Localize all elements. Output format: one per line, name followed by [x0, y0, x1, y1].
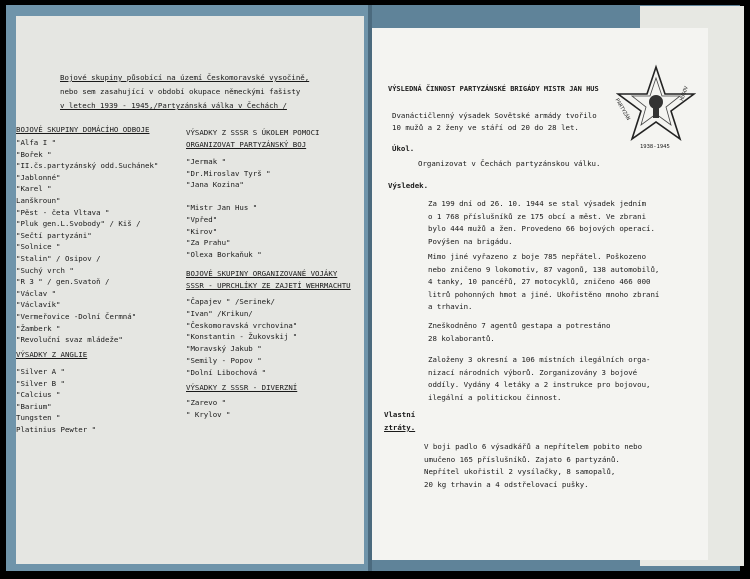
right-intro-line-2: 10 mužů a 2 ženy ve stáří od 20 do 28 let. [392, 123, 579, 132]
paragraph-line: Povýšen na brigádu. [428, 236, 513, 246]
paragraph-line: Zneškodněno 7 agentů gestapa a potrestáno [428, 321, 611, 330]
paragraph-line: Nepřítel ukořistil 2 vysílačky, 8 samopalů, [424, 467, 616, 477]
paragraph-line: nebo zničeno 9 lokomotiv, 87 vagonů, 138 automobilů, [428, 264, 660, 274]
paragraph-line: a trhavin. [428, 302, 473, 312]
list-item: "Jana Kozina" [186, 180, 244, 190]
left-page [16, 16, 364, 564]
list-item: "Žamberk " [16, 323, 61, 333]
list-item: " Krylov " [186, 410, 231, 419]
list-item: "Zarevo " [186, 398, 227, 407]
col1-heading: BOJOVÉ SKUPINY DOMÁCÍHO ODBOJE [16, 125, 150, 134]
paragraph-line: litrů pohonných hmot a jiné. Ukořistěno mnoho zbraní [428, 289, 660, 299]
ukol-text: Organizovat v Čechách partyzánskou válku. [418, 159, 601, 168]
left-intro-line-1: Bojové skupiny působící na území Českomoravské vysočině, [60, 73, 310, 82]
list-item: "Václavík" [16, 300, 61, 310]
list-item: "Barium" [16, 401, 52, 411]
paragraph-line: Založeny 3 okresní a 106 místních ilegálních orga- [428, 355, 651, 364]
list-item: "Ivan" /Krikun/ [186, 308, 253, 318]
vysledek-label: Výsledek. [388, 181, 429, 190]
list-item: "Calcius " [16, 390, 61, 400]
list-item: "Bořek " [16, 149, 52, 159]
right-intro-line-1: Dvanáctičlenný výsadek Sovětské armády tvořilo [392, 111, 597, 120]
list-item: "Vpřed" [186, 215, 218, 224]
list-item: "Stalin" / Osipov / [16, 254, 101, 263]
paragraph-line: nizací národních výborů. Zorganizovány 3 bojové [428, 367, 638, 377]
left-intro-line-2: nebo sem zasahující v období okupace německými fašisty [60, 87, 301, 96]
list-item: "Konstantin - Žukovskij " [186, 332, 298, 342]
list-item: "Za Prahu" [186, 238, 231, 248]
paragraph-line: ilegální a politickou činnost. [428, 392, 562, 402]
paragraph-line: Mimo jiné vyřazeno z boje 785 nepřátel. Poškozeno [428, 252, 647, 261]
list-item: "II.čs.partyzánský odd.Suchánek" [16, 161, 159, 171]
list-item: "Čapajev " /Serinek/ [186, 297, 275, 306]
list-item: Tungsten " [16, 413, 61, 423]
list-item: "Karel " [16, 184, 52, 194]
list-item: Platinius Pewter " [16, 425, 97, 434]
ukol-label: Úkol. [392, 144, 415, 153]
left-intro-line-3: v letech 1939 - 1945,/Partyzánská válka v Čechách / [60, 101, 287, 110]
list-item: "Jermak " [186, 157, 227, 166]
list-item: "Pluk gen.L.Svobody" / Kiš / [16, 219, 141, 229]
right-title: VÝSLEDNÁ ČINNOST PARTYZÁNSKÉ BRIGÁDY MISTR JAN HUS [388, 85, 599, 93]
list-item: "Revoluční svaz mládeže" [16, 335, 123, 345]
paragraph-line: 4 tanky, 10 pancéřů, 27 motocyklů, zničeno 466 000 [428, 277, 651, 287]
ztraty-label-line-2: ztráty. [384, 423, 416, 432]
paragraph-line: oddíly. Vydány 4 letáky a 2 instrukce pro bojovou, [428, 380, 651, 390]
list-item: "Vermeřovice -Dolní Čermná" [16, 312, 137, 321]
list-item: "Mistr Jan Hus " [186, 203, 258, 213]
list-item: "Pěst - četa Vltava " [16, 207, 110, 217]
list-item: Lanškroun" [16, 196, 61, 205]
list-item: "Silver B " [16, 378, 65, 388]
list-item: "Dolní Libochová " [186, 367, 267, 377]
col1-heading-2: VÝSADKY Z ANGLIE [16, 350, 88, 359]
list-item: "Moravský Jakub " [186, 344, 262, 354]
list-item: "Českomoravská vrchovina" [186, 320, 298, 330]
paragraph-line: o 1 768 příslušníků ze 175 obcí a měst. Ve zbrani [428, 211, 647, 221]
list-item: "Silver A " [16, 367, 65, 376]
list-item: "Kirov" [186, 226, 218, 236]
paragraph-line: 20 kg trhavin a 4 odstřelovací pušky. [424, 479, 589, 489]
list-item: "Dr.Miroslav Tyrš " [186, 168, 271, 178]
col2-heading-3: VÝSADKY Z SSSR - DIVERZNÍ [186, 383, 298, 392]
col2-heading-line-1: VÝSADKY Z SSSR S ÚKOLEM POMOCI [186, 128, 320, 137]
paragraph-line: Za 199 dní od 26. 10. 1944 se stal výsadek jedním [428, 199, 647, 208]
emblem-years: 1938-1945 [640, 144, 670, 150]
partisan-star-emblem-icon [613, 64, 696, 144]
col2-heading2-line-2: SSSR - UPRCHLÍKY ZE ZAJETÍ WEHRMACHTU [186, 281, 351, 290]
list-item: "Suchý vrch " [16, 265, 74, 275]
list-item: "Alfa I " [16, 138, 57, 147]
col2-heading-line-2: ORGANIZOVAT PARTYZÁNSKÝ BOJ [186, 140, 307, 149]
list-item: "Jablonné" [16, 172, 61, 182]
list-item: "R 3 " / gen.Svatoň / [16, 277, 110, 287]
paragraph-line: umučeno 165 příslušníků. Zajato 6 partyzánů. [424, 454, 620, 464]
list-item: "Sečtí partyzáni" [16, 230, 92, 240]
emblem-text-left: PARTYZÁN [613, 97, 631, 122]
paragraph-line: 28 kolaborantů. [428, 333, 495, 343]
list-item: "Olexa Borkaňuk " [186, 249, 262, 259]
paragraph-line: V boji padlo 6 výsadkářů a nepřítelem pobito nebo [424, 442, 643, 451]
col2-heading2-line-1: BOJOVÉ SKUPINY ORGANIZOVANÉ VOJÁKY [186, 269, 338, 278]
list-item: "Semily - Popov " [186, 356, 262, 365]
ztraty-label-line-1: Vlastní [384, 410, 416, 419]
list-item: "Solnice " [16, 242, 61, 252]
list-item: "Václav " [16, 288, 57, 298]
paragraph-line: bylo 444 mužů a žen. Provedeno 66 bojových operací. [428, 224, 655, 234]
emblem-text-right: HUSOV [679, 85, 690, 102]
